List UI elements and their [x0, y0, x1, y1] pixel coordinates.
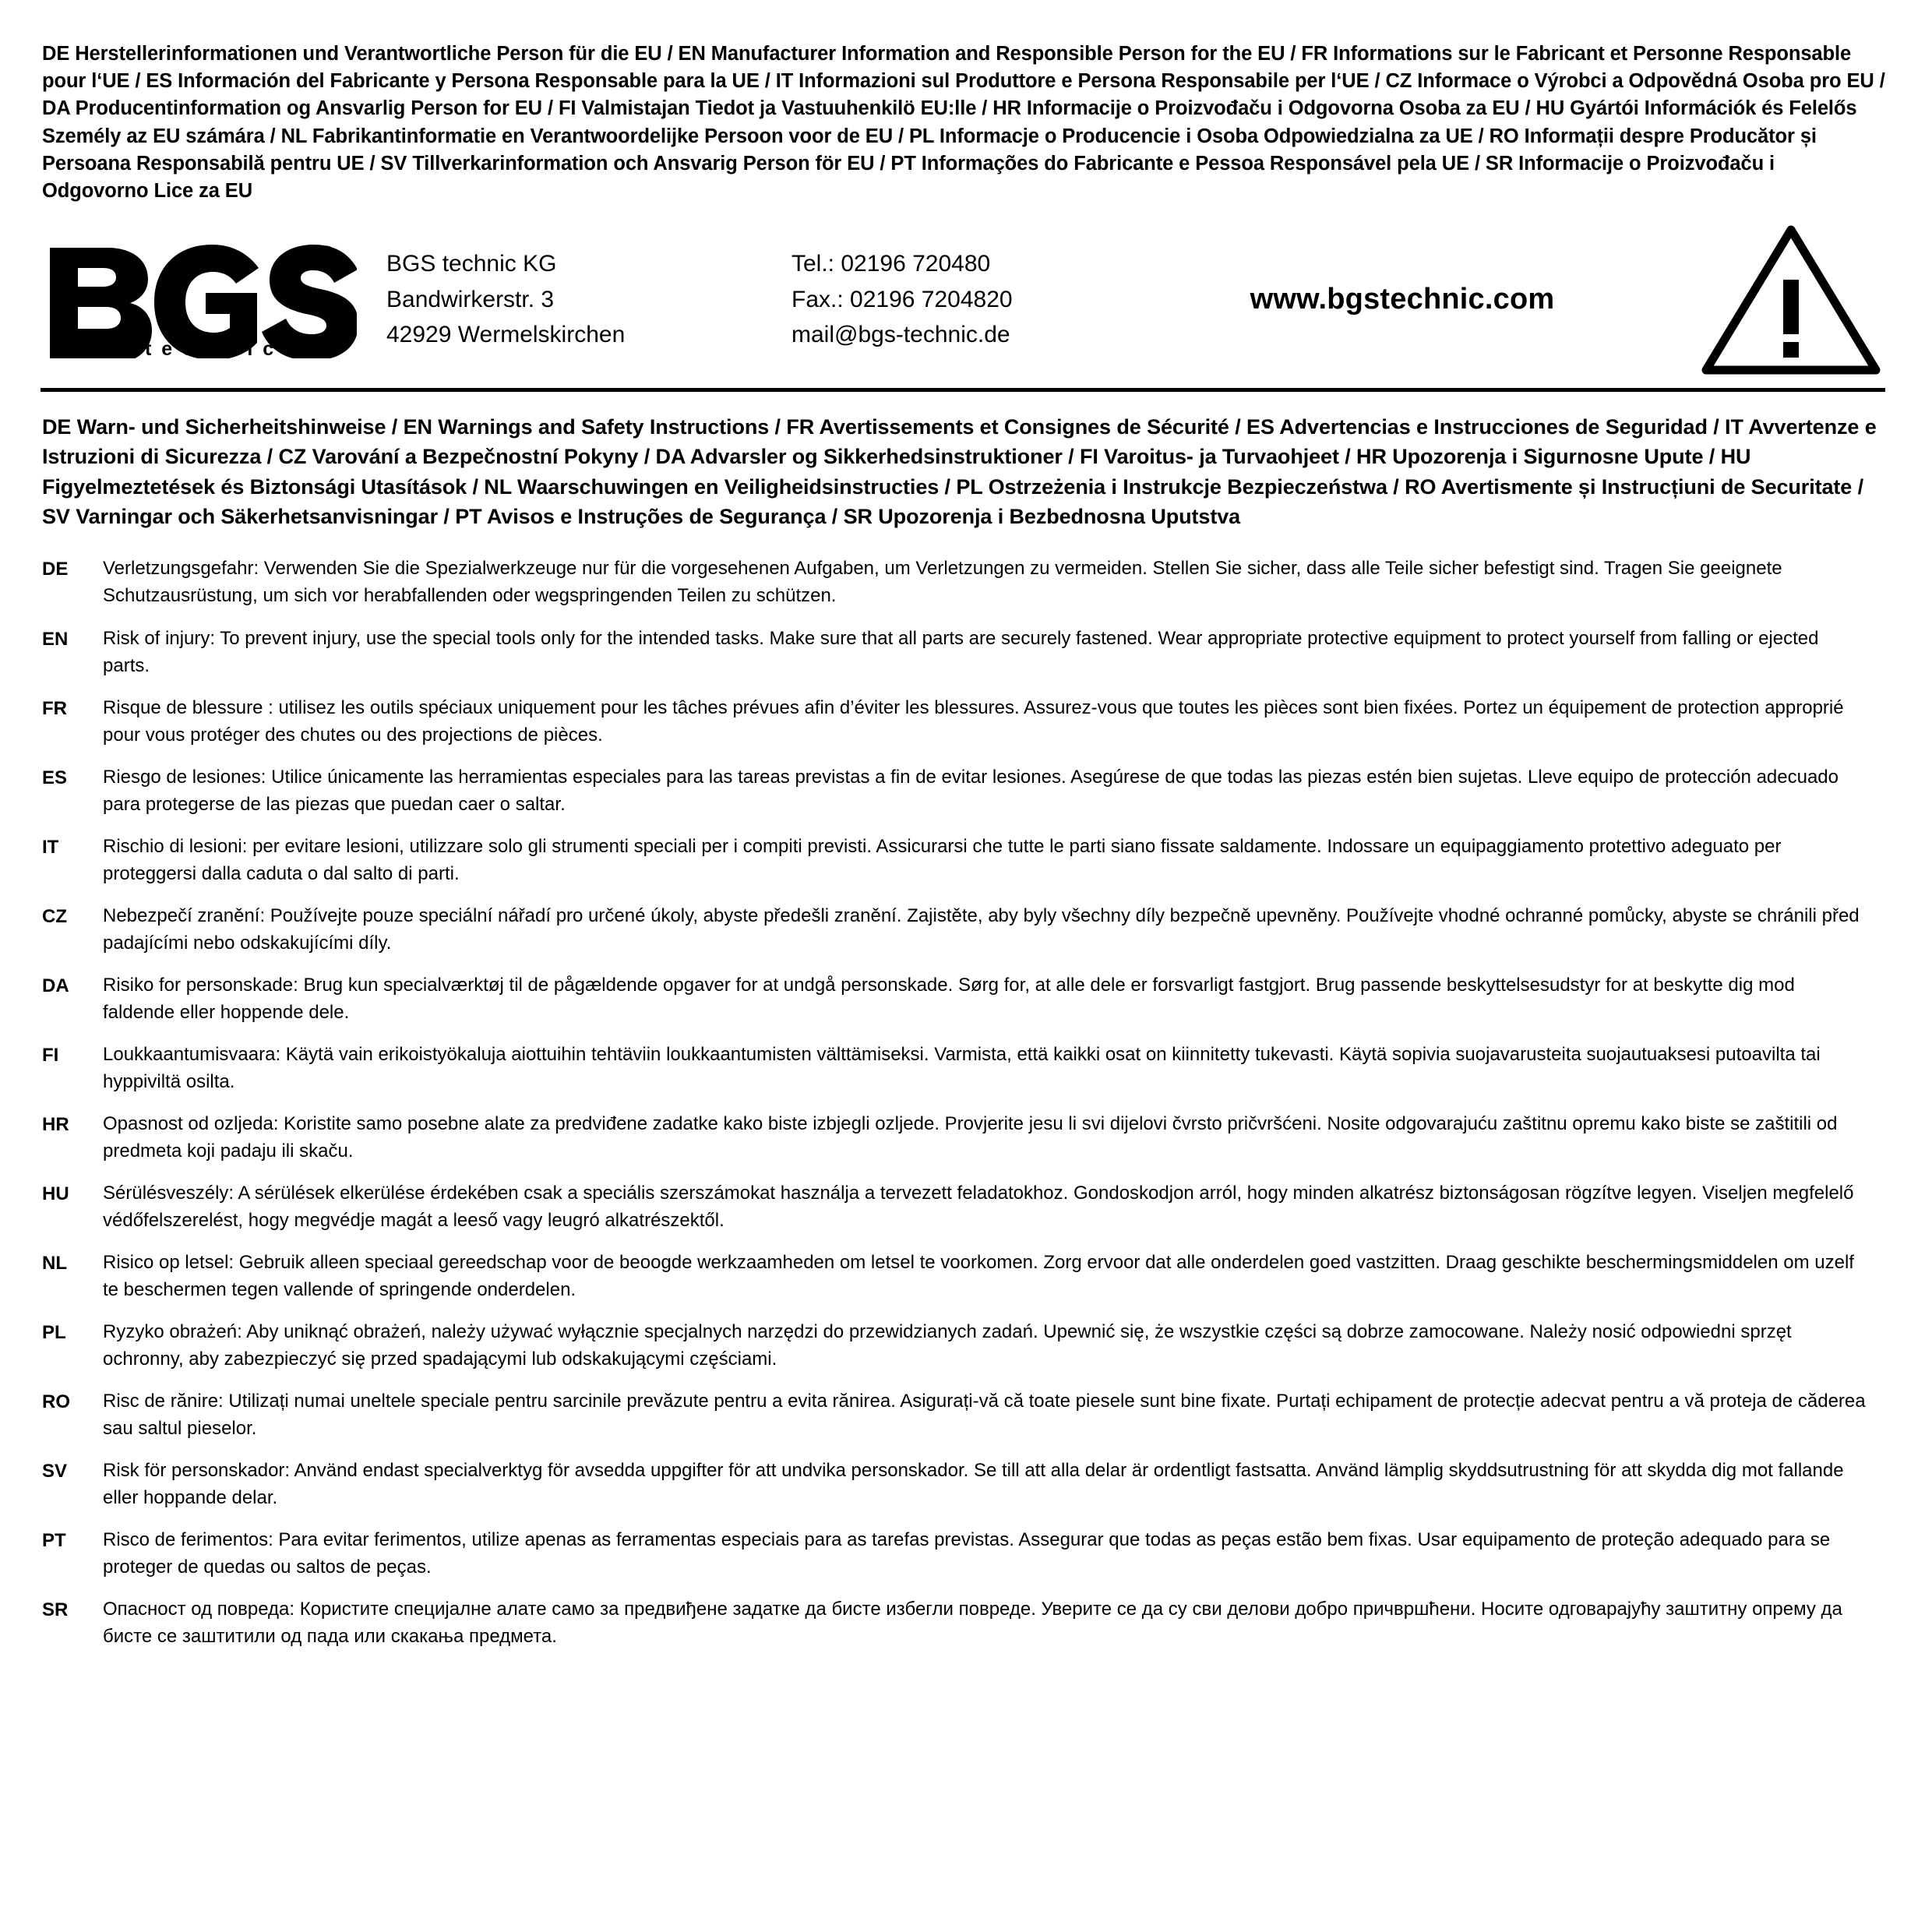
language-code: FI: [42, 1044, 59, 1066]
language-code: FR: [42, 697, 67, 719]
language-text: Risk för personskador: Använd endast specialverktyg för avsedda uppgifter för att undvika personskador. Se till att alla delar är ordentligt fastsatta. Använd lämplig skyddsutrustning för att skydda dig mot fallande eller hoppande delar.: [103, 1460, 1844, 1509]
language-text: Rischio di lesioni: per evitare lesioni, utilizzare solo gli strumenti speciali per i compiti previsti. Assicurarsi che tutte le parti siano fissate saldamente. Indossare un equipaggiamento protettivo adeguato per proteggersi dalla caduta o dal salto di parti.: [103, 835, 1782, 884]
language-text: Опасност од повреда: Користите специјалне алате само за предвиђене задатке да бисте избегли повреде. Уверите се да су сви делови добро причвршћени. Носите одговарајућу заштитну опрему да бисте се заштитили од пада или скакања предмета.: [103, 1599, 1842, 1648]
company-website[interactable]: www.bgstechnic.com: [1250, 283, 1555, 316]
list-item: [42, 1318, 1885, 1373]
company-header: [41, 216, 1885, 383]
language-text: Risk of injury: To prevent injury, use the special tools only for the intended tasks. Make sure that all parts are securely fastened. Wear appropriate protective equipment to protect yourself from falling or ejected parts.: [103, 627, 1819, 676]
list-item: [42, 1041, 1885, 1095]
list-item: [42, 1179, 1885, 1234]
list-item: [42, 763, 1885, 818]
company-city: 42929 Wermelskirchen: [386, 322, 626, 348]
company-name: BGS technic KG: [386, 251, 557, 277]
list-item: [42, 1387, 1885, 1442]
language-code: DA: [42, 975, 69, 996]
warning-triangle-icon: [1678, 224, 1885, 375]
list-item: [42, 1526, 1885, 1581]
bgs-logo: [41, 242, 372, 358]
language-code: CZ: [42, 905, 67, 927]
language-text: Nebezpečí zranění: Používejte pouze speciální nářadí pro určené úkoly, abyste předešli zranění. Zajistěte, aby byly všechny díly bezpečně upevněny. Používejte vhodné ochranné pomůcky, abyste se chránili před padajícími nebo odskakujícími díly.: [103, 904, 1860, 954]
list-item: [42, 625, 1885, 679]
company-tel: Tel.: 02196 720480: [791, 251, 991, 277]
company-street: Bandwirkerstr. 3: [386, 286, 555, 312]
header-divider: [41, 388, 1885, 392]
language-text: Riesgo de lesiones: Utilice únicamente las herramientas especiales para las tareas previstas a fin de evitar lesiones. Asegúrese de que todas las piezas estén bien sujetas. Lleve equipo de protección adecuado para protegerse de las piezas que puedan caer o saltar.: [103, 766, 1839, 815]
language-code: PL: [42, 1322, 66, 1344]
language-code: IT: [42, 836, 59, 858]
language-code: PT: [42, 1530, 66, 1552]
list-item: [42, 1110, 1885, 1165]
language-text: Risc de rănire: Utilizați numai uneltele speciale pentru sarcinile prevăzute pentru a evita rănirea. Asigurați-vă că toate piesele sunt bine fixate. Purtați echipament de protecție adecvat pentru a vă proteja de căderea sau saltul pieselor.: [103, 1391, 1866, 1440]
language-code: ES: [42, 767, 68, 788]
logo-subtext: t e c h n i c: [145, 337, 277, 358]
language-code: NL: [42, 1253, 67, 1274]
list-item: [42, 1595, 1885, 1650]
language-text: Opasnost od ozljeda: Koristite samo posebne alate za predviđene zadatke kako biste izbjegli ozljede. Provjerite jesu li svi dijelovi čvrsto pričvršćeni. Nosite odgovarajuću zaštitnu opremu kako biste se zaštitili od predmeta koji padaju ili skaču.: [103, 1112, 1838, 1162]
list-item: [42, 1249, 1885, 1303]
language-code: SR: [42, 1599, 69, 1621]
registered-mark: ®: [319, 241, 335, 265]
company-contact: [791, 246, 1158, 353]
company-email[interactable]: mail@bgs-technic.de: [791, 322, 1010, 348]
language-text: Risico op letsel: Gebruik alleen speciaal gereedschap voor de beoogde werkzaamheden om letsel te voorkomen. Zorg ervoor dat alle onderdelen goed vastzitten. Draag geschikte beschermingsmiddelen om uzelf te beschermen tegen vallende of springende onderdelen.: [103, 1252, 1854, 1301]
language-code: SV: [42, 1461, 68, 1482]
warning-triangle-graphic: [1701, 224, 1881, 375]
language-code: HU: [42, 1183, 69, 1204]
list-item: [42, 694, 1885, 749]
language-text: Risco de ferimentos: Para evitar ferimentos, utilize apenas as ferramentas especiais para as tarefas previstas. Assegurar que todas as peças estão bem fixas. Usar equipamento de proteção adequado para se proteger de quedas ou saltos de peças.: [103, 1529, 1831, 1578]
language-text: Risiko for personskade: Brug kun specialværktøj til de pågældende opgaver for at undgå personskade. Sørg for, at alle dele er forsvarligt fastgjort. Brug passende beskyttelsesudstyr for at beskytte dig mod faldende eller hoppende dele.: [103, 974, 1795, 1023]
language-code: RO: [42, 1391, 70, 1413]
language-text: Sérülésveszély: A sérülések elkerülése érdekében csak a speciális szerszámokat használja a tervezett feladatokhoz. Gondoskodjon arról, hogy minden alkatrész biztonságosan rögzítve legyen. Viseljen megfelelő védőfelszerelést, hogy megvédje magát a leeső vagy leugró alkatrészektől.: [103, 1183, 1854, 1232]
language-code: EN: [42, 628, 69, 650]
language-text: Loukkaantumisvaara: Käytä vain erikoistyökaluja aiottuihin tehtäviin loukkaantumisten välttämiseksi. Varmista, että kaikki osat on kiinnitetty tukevasti. Käytä sopivia suojavarusteita suojautuaksesi putoavilta tai hyppiviltä osilta.: [103, 1043, 1821, 1092]
company-fax: Fax.: 02196 7204820: [791, 286, 1013, 312]
language-code: DE: [42, 559, 69, 580]
bgs-logo-graphic: [45, 242, 357, 358]
language-code: HR: [42, 1113, 69, 1135]
safety-instructions-list: [42, 555, 1885, 1650]
list-item: [42, 971, 1885, 1026]
company-address: [372, 246, 791, 353]
list-item: [42, 1457, 1885, 1511]
list-item: [42, 833, 1885, 887]
safety-section-title: DE Warn- und Sicherheitshinweise / EN Warnings and Safety Instructions / FR Avertissements et Consignes de Sécurité / ES Advertencias e Instrucciones de Seguridad / IT Avvertenze e Istruzioni di Sicurezza / CZ Varování a Bezpečnostní Pokyny / DA Advarsler og Sikkerhedsinstruktioner / FI Varoitus- ja Turvaohjeet / HR Upozorenja i Sigurnosne Upute / HU Figyelmeztetések és Biztonsági Utasítások / NL Waarschuwingen en Veiligheidsinstructies / PL Ostrzeżenia i Instrukcje Bezpieczeństwa / RO Avertismente și Instrucțiuni de Securitate / SV Varningar och Säkerhetsanvisningar / PT Avisos e Instruções de Segurança / SR Upozorenja i Bezbednosna Uputstva: [42, 415, 1877, 529]
list-item: [42, 555, 1885, 609]
language-text: Ryzyko obrażeń: Aby uniknąć obrażeń, należy używać wyłącznie specjalnych narzędzi do przewidzianych zadań. Upewnić się, że wszystkie części są dobrze zamocowane. Należy nosić odpowiedni sprzęt ochronny, aby zabezpieczyć się przed spadającymi lub odskakującymi częściami.: [103, 1321, 1792, 1370]
language-text: Risque de blessure : utilisez les outils spéciaux uniquement pour les tâches prévues afin d’éviter les blessures. Assurez-vous que toutes les pièces sont bien fixées. Portez un équipement de protection approprié pour vous protéger des chutes ou des projections de pièces.: [103, 696, 1844, 746]
page-title: DE Herstellerinformationen und Verantwortliche Person für die EU / EN Manufacturer Information and Responsible Person for the EU / FR Informations sur le Fabricant et Personne Responsable pour l‘UE / ES Información del Fabricante y Persona Responsable para la UE / IT Informazioni sul Produttore e Persona Responsabile per l‘UE / CZ Informace o Výrobci a Odpovědná Osoba pro EU / DA Producentinformation og Ansvarlig Person for EU / FI Valmistajan Tiedot ja Vastuuhenkilö EU:lle / HR Informacije o Proizvođaču i Odgovorna Osoba za EU / HU Gyártói Információk és Felelős Személy az EU számára / NL Fabrikantinformatie en Verantwoordelijke Persoon voor de EU / PL Informacje o Producencie i Osoba Odpowiedzialna za UE / RO Informații despre Producător și Persoana Responsabilă pentru UE / SV Tillverkarinformation och Ansvarig Person för EU / PT Informações do Fabricante e Pessoa Responsável pela UE / SR Informacije o Proizvođaču i Odgovorno Lice za EU: [42, 43, 1885, 202]
language-text: Verletzungsgefahr: Verwenden Sie die Spezialwerkzeuge nur für die vorgesehenen Aufgaben, um Verletzungen zu vermeiden. Stellen Sie sicher, dass alle Teile sicher befestigt sind. Tragen Sie geeignete Schutzausrüstung, um sich vor herabfallenden oder wegspringenden Teilen zu schützen.: [103, 558, 1782, 607]
list-item: [42, 902, 1885, 957]
